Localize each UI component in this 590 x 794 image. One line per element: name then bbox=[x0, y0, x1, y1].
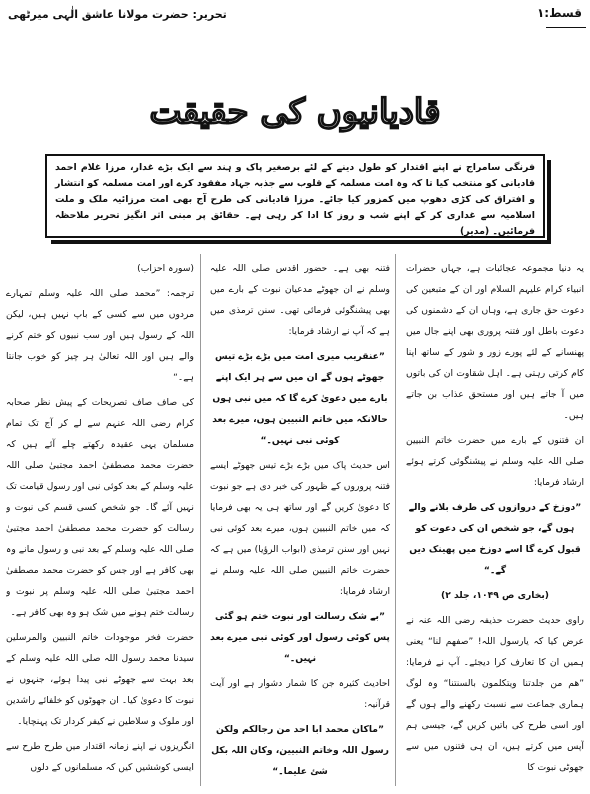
paragraph: انگریزوں نے اپنے زمانہ اقتدار میں طرح طرح سے ایسی کوششیں کیں کہ مسلمانوں کے دلوں bbox=[6, 741, 194, 773]
paragraph: یہ دنیا مجموعہ عجائبات ہے، جہاں حضرات انبیاء کرام علیہم السلام اور ان کے متبعین کی دعوت حق جاری ہے، وہاں ان کے دشمنوں کی دعوت باطل اور فتنہ پروری بھی اپنے جال میں پھنسانے کے لئے پورے زور و شور کے ساتھ اپنا کام کرتی رہتی ہے۔ اہل شقاوت ان کی باتوں میں آ جاتے ہیں اور مستحق عذاب بن جاتے ہیں۔ bbox=[406, 263, 584, 421]
article-title: قادیانیوں کی حقیقت bbox=[149, 92, 441, 132]
intro-text: فرنگی سامراج نے اپنے اقتدار کو طول دینے کے لئے برصغیر پاک و ہند سے ایک بڑے غدار، مرزا غلام احمد قادیانی کو منتخب کیا تا کہ وہ امت مسلمہ کے قلوب سے جذبہ جہاد مفقود کرے اور امت مسلمہ کو انتشار و افتراق کی کڑی دھوپ میں کمزور کیا جائے۔ مرزا قادیانی کی طرح آج بھی امت مرزائیہ ملک و ملت اسلامیہ سے غداری کر کے اپنے شب و روز کا ادا کر رہی ہے۔ حقائق پر مبنی اثر انگیز تحریر ملاحظہ فرمائیں۔ (مدیر) bbox=[55, 162, 535, 237]
column-middle bbox=[210, 258, 390, 788]
paragraph: اس حدیث پاک میں بڑے بڑے تیس جھوٹے ایسے فتنہ پروروں کے ظہور کی خبر دی ہے جو نبوت کا دعویٰ کریں گے اور ساتھ ہی یہ بھی فرمایا کہ میں خاتم النبیین ہوں، میرے بعد کوئی نبی نہیں اور سنن ترمذی (ابواب الرؤیا) میں ہے کہ حضرت خاتم النبیین صلی اللہ علیہ وسلم نے ارشاد فرمایا: bbox=[210, 460, 390, 597]
column-divider bbox=[395, 254, 396, 786]
citation: (بخاری ص ۱۰۴۹، جلد ۲) bbox=[440, 590, 549, 601]
author-byline: تحریر: حضرت مولانا عاشق الٰہی میرٹھی bbox=[8, 8, 227, 21]
quran-verse: ”ماکان محمد ابا احد من رجالکم ولکن رسول اللہ وخاتم النبیین، وکان اللہ بکل شئ علیما۔“ bbox=[211, 724, 389, 777]
paragraph: احادیث کثیرہ جن کا شمار دشوار ہے اور آیت قرآنیہ: bbox=[210, 678, 390, 710]
paragraph: فتنہ بھی ہے۔ حضور اقدس صلی اللہ علیہ وسلم نے ان جھوٹے مدعیان نبوت کے بارے میں بھی پیشنگوئی فرمائی تھی۔ سنن ترمذی میں ہے کہ آپ نے ارشاد فرمایا: bbox=[210, 263, 390, 337]
hadith-quote: ”بے شک رسالت اور نبوت ختم ہو گئی پس کوئی رسول اور کوئی نبی میرے بعد نہیں۔“ bbox=[210, 611, 390, 664]
hadith-quote: ”دوزخ کے دروازوں کی طرف بلانے والے ہوں گے، جو شخص ان کی دعوت کو قبول کرے گا اسے دوزخ میں پھینک دیں گے۔“ bbox=[408, 502, 582, 576]
installment-label: قسط:۱ bbox=[536, 6, 582, 20]
citation: (سورہ احزاب) bbox=[137, 263, 194, 274]
paragraph: حضرت فخر موجودات خاتم النبیین والمرسلین سیدنا محمد رسول اللہ صلی اللہ علیہ وسلم کے بعد بہت سے جھوٹے نبی پیدا ہوئے، جنہوں نے نبوت کا دعویٰ کیا۔ ان جھوٹوں کو خلفائے راشدین اور ملوک و سلاطین نے کیفر کردار تک پہنچایا۔ bbox=[6, 632, 194, 727]
column-right bbox=[406, 258, 584, 788]
translation: ترجمہ: ”محمد صلی اللہ علیہ وسلم تمہارے مردوں میں سے کسی کے باپ نہیں ہیں، لیکن اللہ کے رسول ہیں اور سب نبیوں کو ختم کرنے والے ہیں اور اللہ تعالیٰ ہر چیز کو خوب جانتا ہے۔“ bbox=[6, 288, 194, 383]
intro-box bbox=[45, 154, 545, 238]
paragraph: راوی حدیث حضرت حذیفہ رضی اللہ عنہ نے عرض کیا کہ یارسول اللہ! ”صفھم لنا“ یعنی ہمیں ان کا تعارف کرا دیجئے۔ آپ نے فرمایا: ”ھم من جلدتنا ویتکلمون بالسنتنا“ وہ لوگ ہماری جماعت سے نسبت رکھنے والے ہوں گے اور اسی طرح کی باتیں کریں گے، جیسی ہم آپس میں کرتے ہیں، ان ہی فتنوں میں سے جھوٹی نبوت کا bbox=[406, 615, 584, 773]
column-divider bbox=[200, 254, 201, 786]
column-left bbox=[6, 258, 194, 788]
hadith-quote: ”عنقریب میری امت میں بڑے بڑے تیس جھوٹے ہوں گے ان میں سے ہر ایک اپنے بارے میں دعویٰ کرے گا کہ میں نبی ہوں حالانکہ میں خاتم النبیین ہوں، میرے بعد کوئی نبی نہیں۔“ bbox=[212, 351, 388, 446]
paragraph: ان فتنوں کے بارے میں حضرت خاتم النبیین صلی اللہ علیہ وسلم نے پیشنگوئی کرتے ہوئے ارشاد فرمایا: bbox=[406, 435, 584, 488]
paragraph: کی صاف صاف تصریحات کے پیش نظر صحابہ کرام رضی اللہ عنہم سے لے کر آج تک تمام مسلمان یہی عقیدہ رکھتے چلے آئے ہیں کہ حضرت محمد مصطفیٰ احمد مجتبیٰ صلی اللہ علیہ وسلم کے بعد کوئی نبی اور رسول قیامت تک نہیں آئے گا۔ جو شخص کسی قسم کی نبوت و رسالت کو حضرت محمد مصطفیٰ احمد مجتبیٰ صلی اللہ علیہ وسلم کے بعد نبی و رسول مانے وہ بھی کافر ہے اور جس کو حضرت محمد مصطفیٰ احمد مجتبیٰ صلی اللہ علیہ وسلم پر نبوت و رسالت ختم ہونے میں شک ہو وہ بھی کافر ہے۔ bbox=[6, 397, 194, 618]
installment-underline bbox=[546, 27, 586, 28]
